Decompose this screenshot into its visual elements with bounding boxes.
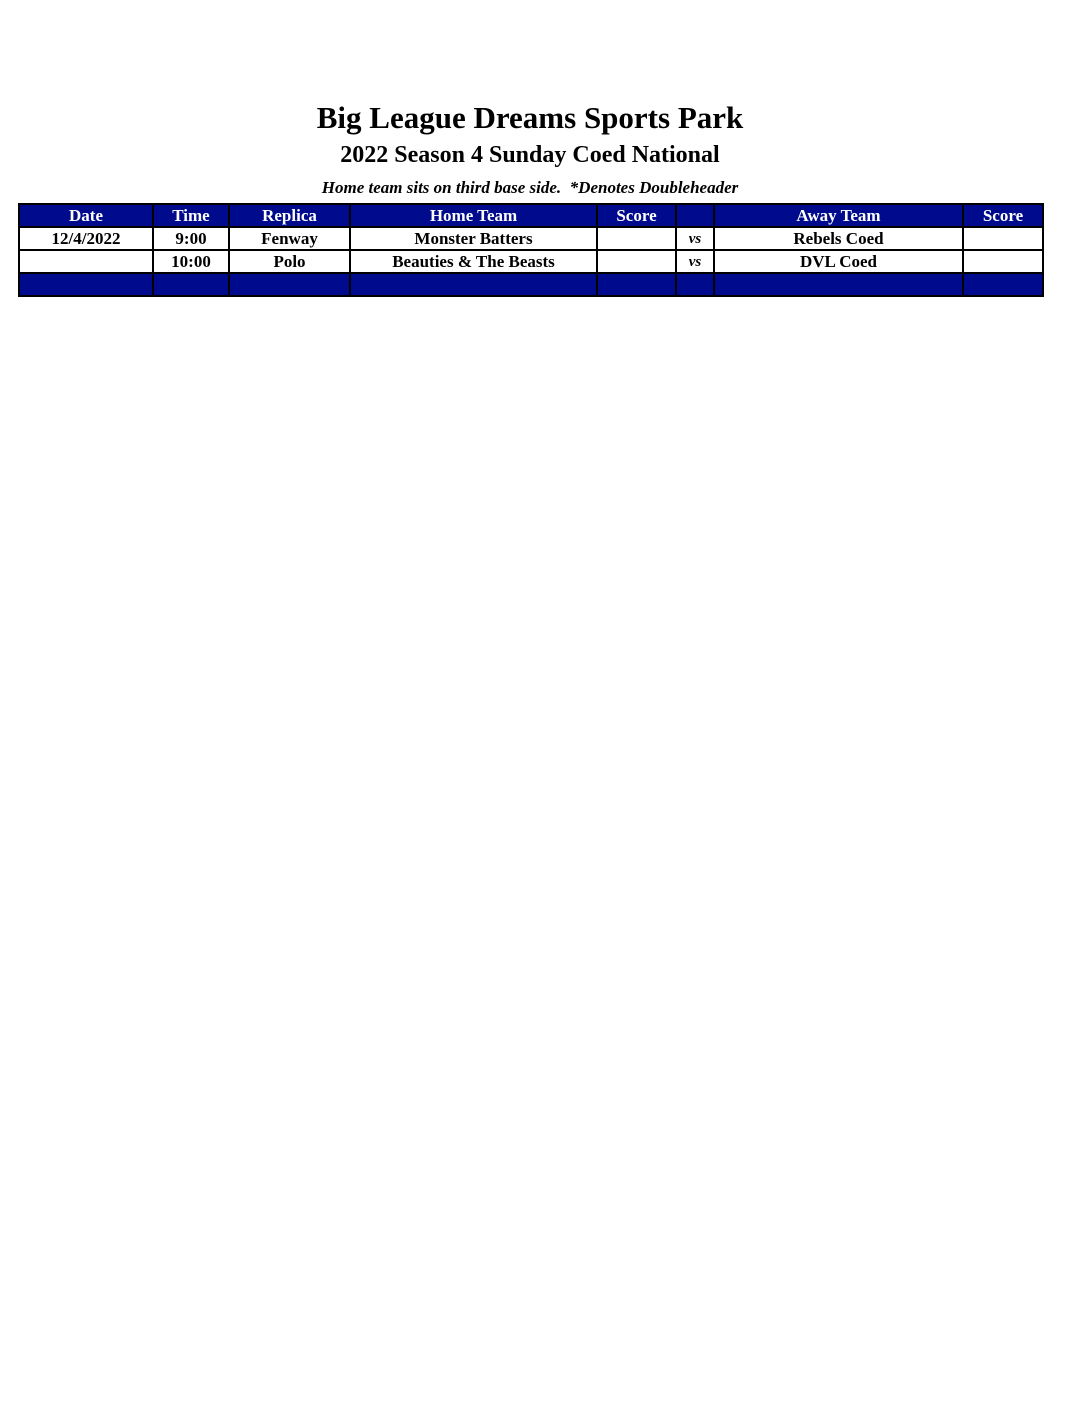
- table-header-row: [19, 204, 1043, 227]
- table-footer-row: [19, 273, 1043, 296]
- cell-away-team: Rebels Coed: [714, 227, 963, 250]
- footer-cell: [676, 273, 714, 296]
- footer-cell: [350, 273, 597, 296]
- cell-time: 10:00: [153, 250, 229, 273]
- cell-away-score: [963, 227, 1043, 250]
- column-header-away-team: Away Team: [714, 204, 963, 227]
- footer-cell: [153, 273, 229, 296]
- cell-away-team: DVL Coed: [714, 250, 963, 273]
- cell-home-score: [597, 250, 676, 273]
- column-header-replica: Replica: [229, 204, 350, 227]
- table-row: [19, 250, 1043, 273]
- column-header-vs: [676, 204, 714, 227]
- footer-cell: [714, 273, 963, 296]
- page-subtitle: 2022 Season 4 Sunday Coed National: [340, 142, 720, 168]
- column-header-date: Date: [19, 204, 153, 227]
- cell-vs: vs: [676, 250, 714, 273]
- cell-home-score: [597, 227, 676, 250]
- cell-home-team: Beauties & The Beasts: [350, 250, 597, 273]
- column-header-away-score: Score: [963, 204, 1043, 227]
- footer-cell: [229, 273, 350, 296]
- column-header-home-score: Score: [597, 204, 676, 227]
- cell-vs: vs: [676, 227, 714, 250]
- cell-date: 12/4/2022: [19, 227, 153, 250]
- cell-replica: Polo: [229, 250, 350, 273]
- column-header-home-team: Home Team: [350, 204, 597, 227]
- page-title: Big League Dreams Sports Park: [316, 100, 744, 135]
- cell-away-score: [963, 250, 1043, 273]
- schedule-table: [18, 203, 1044, 297]
- table-row: [19, 227, 1043, 250]
- footer-cell: [597, 273, 676, 296]
- cell-home-team: Monster Batters: [350, 227, 597, 250]
- cell-time: 9:00: [153, 227, 229, 250]
- footer-cell: [19, 273, 153, 296]
- cell-replica: Fenway: [229, 227, 350, 250]
- schedule-note: Home team sits on third base side. *Denotes Doubleheader: [321, 178, 739, 197]
- cell-date: [19, 250, 153, 273]
- column-header-time: Time: [153, 204, 229, 227]
- footer-cell: [963, 273, 1043, 296]
